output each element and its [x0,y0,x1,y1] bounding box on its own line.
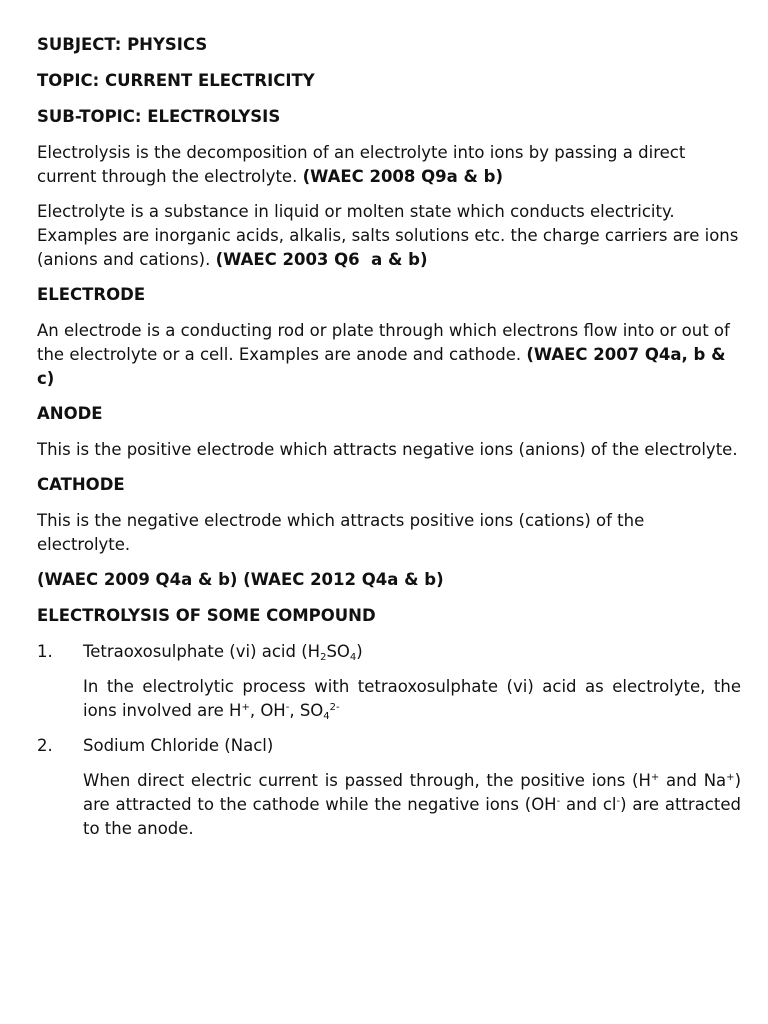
electrolyte-definition [37,200,744,272]
cathode-ref: (WAEC 2009 Q4a & b) (WAEC 2012 Q4a & b) [37,570,444,589]
superscript: - [616,796,621,807]
subject-heading: SUBJECT: PHYSICS [37,35,208,54]
subscript: 4 [349,652,357,663]
superscript: + [726,772,735,783]
subscript: 2 [320,652,327,663]
list-number: 1. [37,642,53,661]
electrolysis-definition [37,141,741,189]
title-part: Tetraoxosulphate (vi) acid (H [83,642,321,661]
subtopic-heading: SUB-TOPIC: ELECTROLYSIS [37,107,281,126]
electrode-definition [37,319,741,391]
topic-heading: TOPIC: CURRENT ELECTRICITY [37,71,315,90]
desc-part: and Na [659,771,727,790]
desc-part: , OH [249,701,286,720]
list-item [37,640,741,664]
desc-part: ) are attracted to the anode. [83,795,741,838]
desc-part: , SO [289,701,324,720]
electrode-heading: ELECTRODE [37,285,146,304]
superscript: + [241,702,250,713]
compound-title [83,640,363,664]
electrolyte-ref: (WAEC 2003 Q6 a & b) [215,250,428,269]
cathode-heading: CATHODE [37,475,125,494]
electrode-ref: (WAEC 2007 Q4a, b & c) [37,345,726,388]
superscript: 2- [329,702,340,713]
document-page [37,33,744,852]
title-part: SO [326,642,350,661]
superscript: - [556,796,561,807]
cathode-definition: This is the negative electrode which attracts positive ions (cations) of the electrolyte. [37,511,645,554]
list-number: 2. [37,736,53,755]
desc-part: When direct electric current is passed through, the positive ions (H [83,771,651,790]
superscript: + [650,772,660,783]
compound-description [83,769,741,841]
desc-part: ) are attracted to the cathode while the negative ions (OH [83,771,741,814]
electrode-text: An electrode is a conducting rod or plate through which electrons flow into or out of the electrolyte or a cell. Examples are anode and cathode. [37,321,730,364]
compound-title: Sodium Chloride (Nacl) [83,736,274,755]
electrolysis-ref: (WAEC 2008 Q9a & b) [302,167,504,186]
desc-part: In the electrolytic process with tetraoxosulphate (vi) acid as electrolyte, the ions involved are H [83,677,741,720]
title-part: ) [356,642,363,661]
list-item [37,734,741,758]
anode-heading: ANODE [37,404,103,423]
superscript: - [285,702,290,713]
anode-definition: This is the positive electrode which attracts negative ions (anions) of the electrolyte. [37,440,738,459]
desc-part: and cl [560,795,617,814]
compounds-heading: ELECTROLYSIS OF SOME COMPOUND [37,606,376,625]
electrolyte-text: Electrolyte is a substance in liquid or molten state which conducts electricity. Examples are inorganic acids, alkalis, salts solutions etc. the charge carriers are ions (anions and cations). [37,202,744,269]
electrolysis-text: Electrolysis is the decomposition of an electrolyte into ions by passing a direct current through the electrolyte. [37,143,686,186]
compound-description [83,675,741,723]
subscript: 4 [323,711,330,722]
